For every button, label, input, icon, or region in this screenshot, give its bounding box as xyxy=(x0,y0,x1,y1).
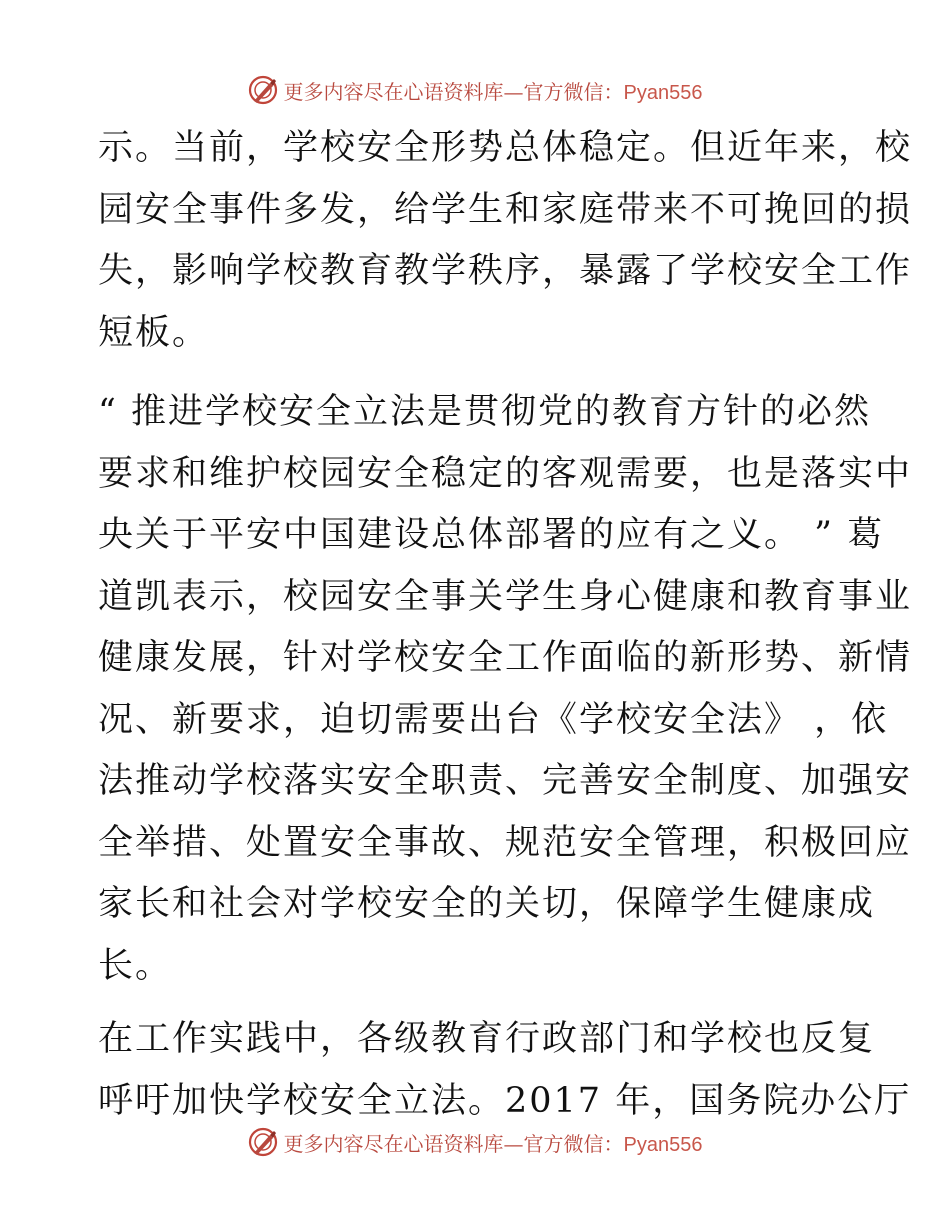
paragraph-3-line-1: 在工作实践中，各级教育行政部门和学校也反复 xyxy=(98,1019,876,1059)
footer-banner-wechat-id: Pyan556 xyxy=(623,1133,703,1156)
document-body xyxy=(98,118,913,1144)
paragraph-2-line-9: 家长和社会对学校安全的关切，保障学生健康成 xyxy=(98,884,876,924)
header-banner-wechat-label: 官方微信： xyxy=(523,79,624,104)
footer-banner xyxy=(0,1122,950,1162)
paragraph-2-line-6: 况、新要求，迫切需要出台《学校安全法》 ，依 xyxy=(98,699,889,740)
paragraph-2-line-2: 要求和维护校园安全稳定的客观需要，也是落实中 xyxy=(98,453,913,494)
paragraph-3-line-2: 呼吁加快学校安全立法。2017 年，国务院办公厅 xyxy=(98,1080,912,1121)
header-banner xyxy=(0,70,950,110)
paragraph-2-line-4: 道凯表示，校园安全事关学生身心健康和教育事业 xyxy=(98,576,913,617)
paragraph-1-line-4: 短板。 xyxy=(98,312,210,353)
footer-banner-main: 更多内容尽在心语资料库— xyxy=(283,1131,524,1156)
pen-logo-icon xyxy=(248,1127,278,1157)
header-banner-main: 更多内容尽在心语资料库— xyxy=(283,79,524,104)
paragraph-1-line-2: 园安全事件多发，给学生和家庭带来不可挽回的损 xyxy=(98,189,913,230)
paragraph-2-line-8: 全举措、处置安全事故、规范安全管理，积极回应 xyxy=(98,822,913,863)
paragraph-2-line-1: “ 推进学校安全立法是贯彻党的教育方针的必然 xyxy=(98,392,872,432)
paragraph-1-line-3: 失，影响学校教育教学秩序，暴露了学校安全工作 xyxy=(98,251,913,291)
paragraph-2-line-5: 健康发展，针对学校安全工作面临的新形势、新情 xyxy=(98,638,913,678)
paragraph-1-line-1: 示。当前，学校安全形势总体稳定。但近年来，校 xyxy=(98,128,913,168)
footer-banner-wechat-label: 官方微信： xyxy=(523,1131,624,1156)
paragraph-3 xyxy=(98,1009,912,1132)
paragraph-2-line-3: 央关于平安中国建设总体部署的应有之义。 ” 葛 xyxy=(98,515,885,555)
header-banner-wechat-id: Pyan556 xyxy=(623,81,703,104)
paragraph-2 xyxy=(98,382,913,997)
header-banner-text xyxy=(284,76,703,105)
pen-logo-icon xyxy=(248,75,278,105)
footer-banner-text xyxy=(284,1128,703,1157)
paragraph-2-line-7: 法推动学校落实安全职责、完善安全制度、加强安 xyxy=(98,761,913,801)
paragraph-1 xyxy=(98,118,913,364)
paragraph-2-line-10: 长。 xyxy=(98,945,173,986)
